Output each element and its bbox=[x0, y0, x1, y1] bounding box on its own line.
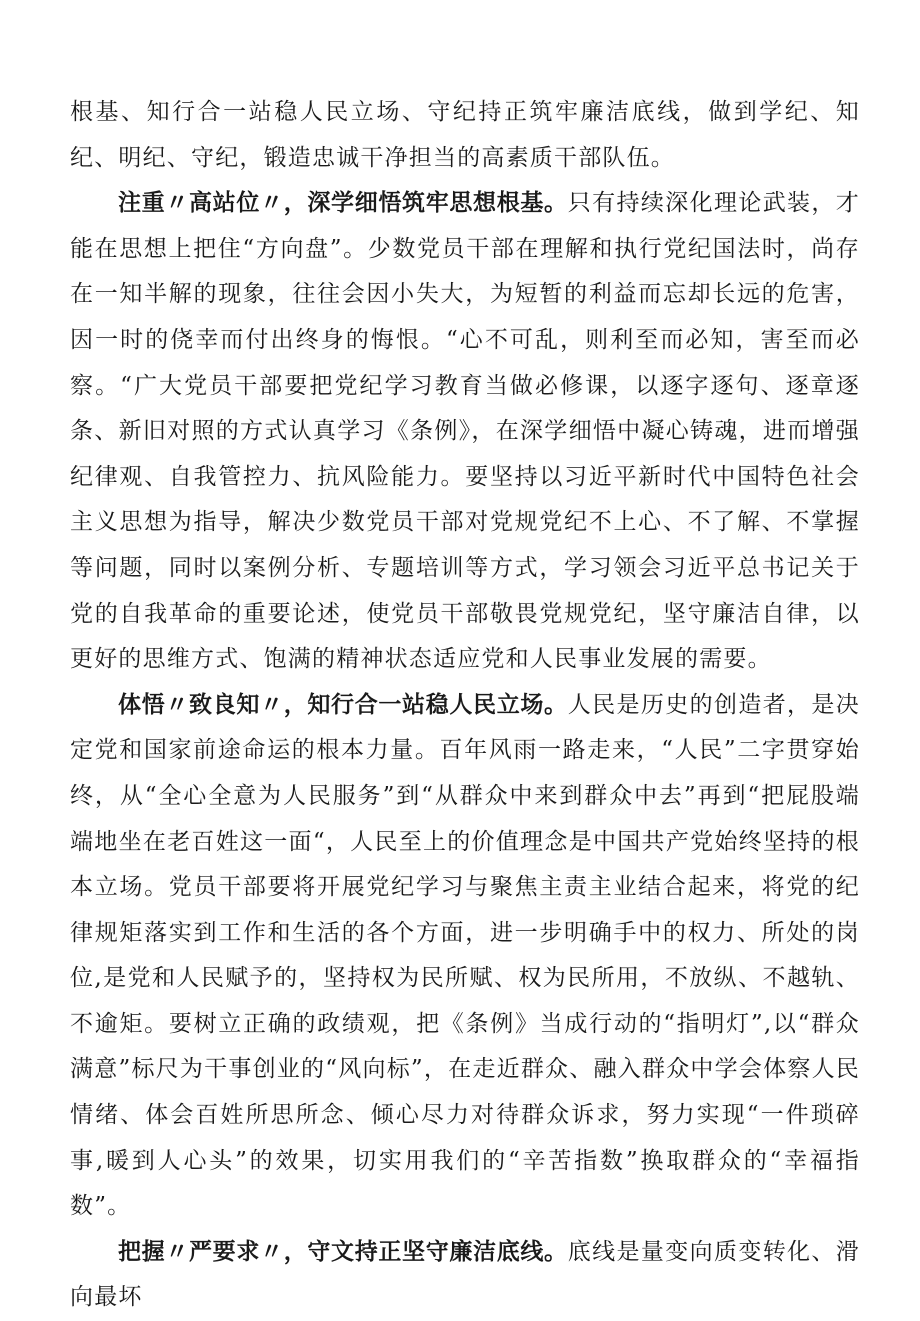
paragraph-heading: 把握〃严要求〃，守文持正坚守廉洁底线。 bbox=[118, 1238, 568, 1265]
paragraph-conscience bbox=[70, 683, 860, 1230]
paragraph-strict-requirements bbox=[70, 1230, 860, 1321]
paragraph-body: 根基、知行合一站稳人民立场、守纪持正筑牢廉洁底线，做到学纪、知纪、明纪、守纪，锻造忠诚干净担当的高素质干部队伍。 bbox=[70, 99, 860, 171]
paragraph-body: 底线是量变向质变转化、滑向最坏 bbox=[70, 1238, 861, 1311]
paragraph-high-standpoint bbox=[70, 181, 860, 683]
document-page bbox=[70, 90, 860, 1321]
paragraph-heading: 体悟〃致良知〃，知行合一站稳人民立场。 bbox=[118, 691, 568, 718]
paragraph-body: 只有持续深化理论武装，才能在思想上把住“方向盘”。少数党员干部在理解和执行党纪国法时，尚存在一知半解的现象，往往会因小失大，为短暂的利益而忘却长远的危害，因一时的侥幸而付出终身的悔恨。“心不可乱，则利至而必知，害至而必察。“广大党员干部要把党纪学习教育当做必修课，以逐字逐句、逐章逐条、新旧对照的方式认真学习《条例》，在深学细悟中凝心铸魂，进而增强纪律观、自我管控力、抗风险能力。要坚持以习近平新时代中国特色社会主义思想为指导，解决少数党员干部对党规党纪不上心、不了解、不掌握等问题，同时以案例分析、专题培训等方式，学习领会习近平总书记关于党的自我革命的重要论述，使党员干部敬畏党规党纪，坚守廉洁自律，以更好的思维方式、饱满的精神状态适应党和人民事业发展的需要。 bbox=[70, 190, 861, 673]
paragraph-heading: 注重〃高站位〃，深学细悟筑牢思想根基。 bbox=[118, 190, 568, 217]
paragraph-body: 人民是历史的创造者，是决定党和国家前途命运的根本力量。百年风雨一路走来，“人民”二字贯穿始终，从“全心全意为人民服务”到“从群众中来到群众中去”再到“把屁股端端地坐在老百姓这一面“，人民至上的价值理念是中国共产党始终坚持的根本立场。党员干部要将开展党纪学习与聚焦主责主业结合起来，将党的纪律规矩落实到工作和生活的各个方面，进一步明确手中的权力、所处的岗位,是党和人民赋予的，坚持权为民所赋、权为民所用，不放纵、不越轨、不逾矩。要树立正确的政绩观，把《条例》当成行动的“指明灯”,以“群众满意”标尺为干事创业的“风向标”，在走近群众、融入群众中学会体察人民情绪、体会百姓所思所念、倾心尽力对待群众诉求，努力实现“一件琐碎事,暖到人心头”的效果，切实用我们的“辛苦指数”换取群众的“幸福指数”。 bbox=[70, 691, 861, 1220]
paragraph-continuation bbox=[70, 90, 860, 181]
